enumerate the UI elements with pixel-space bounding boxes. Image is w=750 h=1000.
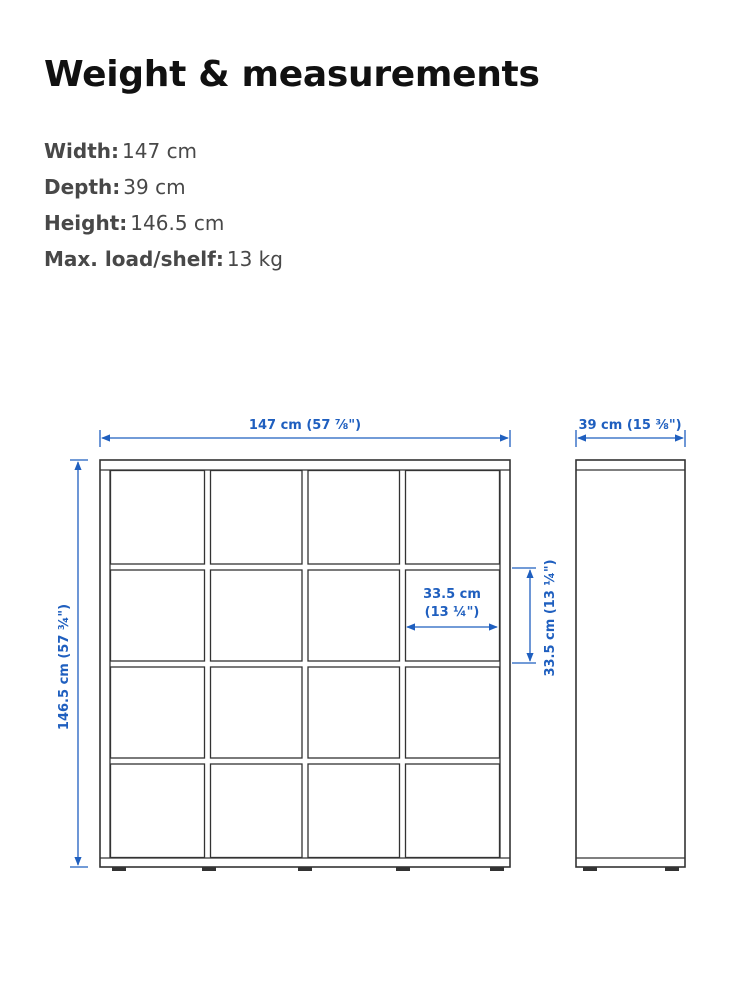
spec-value: 39 cm: [123, 175, 186, 199]
shelf-foot: [202, 867, 216, 871]
spec-label: Width:: [44, 139, 120, 163]
shelf-foot: [396, 867, 410, 871]
shelf-frame: [100, 460, 510, 867]
height-dimension-label: 146.5 cm (57 ¾"): [57, 603, 72, 731]
shelf-foot: [112, 867, 126, 871]
shelf-foot: [490, 867, 504, 871]
height-dimension: [57, 460, 88, 867]
width-dimension: [100, 418, 510, 447]
front-view: [100, 460, 510, 871]
depth-dimension-label: 39 cm (15 ⅜"): [578, 418, 682, 433]
spec-value: 146.5 cm: [130, 211, 225, 235]
cube-width-inch-label: (13 ¼"): [424, 605, 480, 620]
spec-value: 13 kg: [226, 247, 283, 271]
side-foot: [665, 867, 679, 871]
spec-label: Height:: [44, 211, 128, 235]
depth-dimension: [576, 418, 685, 447]
side-frame: [576, 460, 685, 867]
shelf-foot: [298, 867, 312, 871]
spec-value: 147 cm: [122, 139, 198, 163]
cube-height-label: 33.5 cm (13 ¼"): [543, 559, 558, 677]
cube-height-dimension: [512, 559, 558, 676]
side-foot: [583, 867, 597, 871]
width-dimension-label: 147 cm (57 ⅞"): [248, 418, 362, 433]
cube-width-label: 33.5 cm: [423, 587, 481, 602]
side-view: [576, 460, 685, 871]
spec-label: Max. load/shelf:: [44, 247, 224, 271]
page-title: Weight & measurements: [44, 54, 540, 95]
spec-label: Depth:: [44, 175, 121, 199]
